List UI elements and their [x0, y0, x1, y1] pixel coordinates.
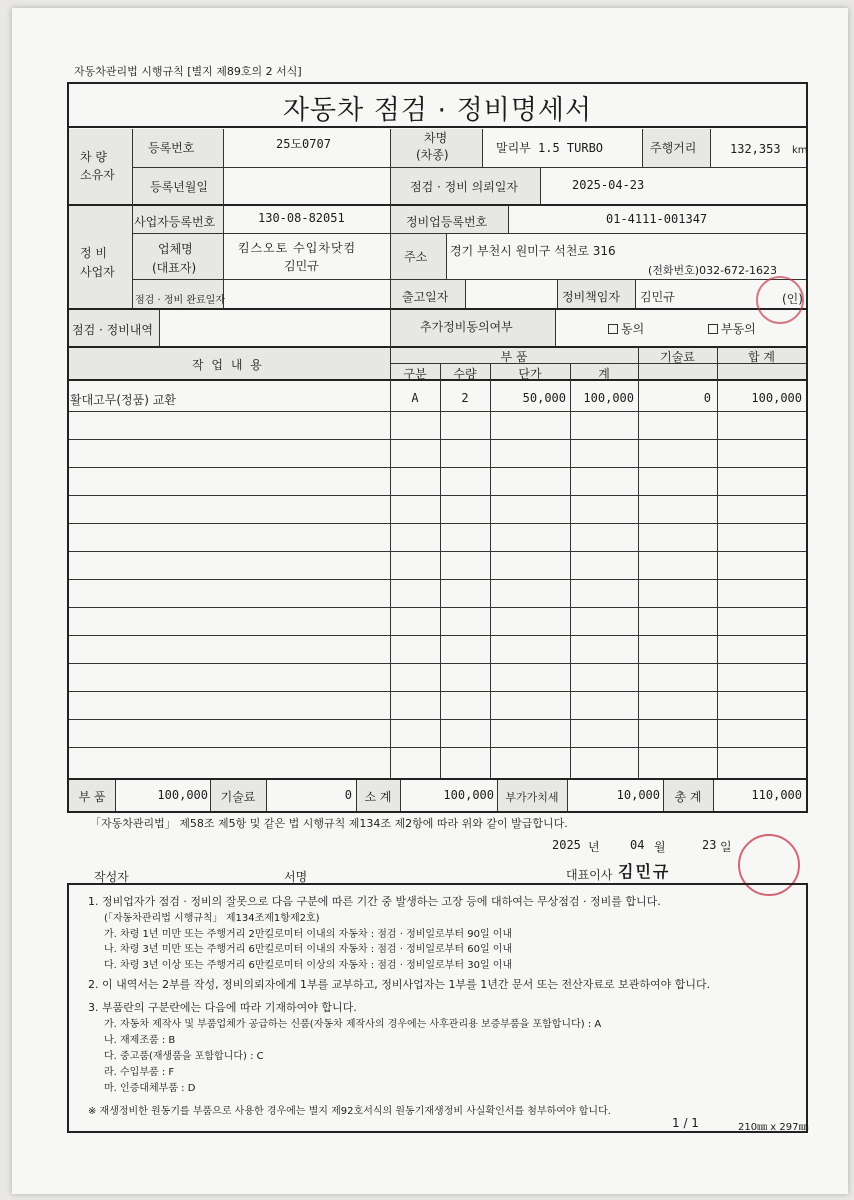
note-1a: (「자동차관리법 시행규칙」 제134조제1항제2호)	[104, 913, 320, 924]
disagree-checkbox	[708, 324, 718, 334]
note-1b: 가. 차령 1년 미만 또는 주행거리 2만킬로미터 이내의 자동차 : 점검 · 정비일로부터 90일 이내	[104, 929, 513, 940]
shop-reg-label: 정비업등록번호	[406, 215, 488, 229]
note-3b: 나. 재제조품 : B	[104, 1035, 176, 1046]
parts-group-header: 부 품	[500, 350, 528, 364]
sub-sum-header: 계	[598, 367, 610, 381]
sub-qty-header: 수량	[453, 367, 477, 381]
note-2: 2. 이 내역서는 2부를 작성, 정비의뢰자에게 1부를 교부하고, 정비사업자는 1부를 1년간 문서 또는 전산자료로 보관하여야 합니다.	[88, 978, 711, 991]
sum-parts-value: 100,000	[157, 788, 208, 802]
row1-qty: 2	[461, 391, 469, 405]
mileage-unit: km	[792, 145, 808, 156]
issue-day-label: 일	[720, 840, 732, 854]
work-col-header: 작 업 내 용	[192, 358, 264, 372]
company-label-2: (대표자)	[152, 261, 197, 275]
ceo-name: 김민규	[618, 862, 671, 881]
sum-subtotal-label: 소 계	[364, 790, 392, 804]
total-header: 합 계	[748, 350, 775, 364]
issue-statement: 「자동차관리법」 제58조 제5항 및 같은 법 시행규칙 제134조 제2항에 따라 위와 같이 발급합니다.	[90, 817, 568, 830]
issue-year-label: 년	[588, 840, 600, 854]
row1-sum: 100,000	[583, 391, 634, 405]
agree-checkbox	[608, 324, 618, 334]
bizno-value: 130-08-82051	[258, 211, 345, 225]
car-name-label-2: (차종)	[416, 148, 449, 162]
sum-vat-label: 부가가치세	[505, 791, 559, 804]
disagree-option-label: 부동의	[721, 322, 756, 336]
sum-tech-value: 0	[344, 788, 352, 802]
ceo-label: 대표이사	[566, 868, 613, 882]
regulation-reference: 자동차관리법 시행규칙 [별지 제89호의 2 서식]	[74, 65, 302, 78]
bizno-label: 사업자등록번호	[134, 215, 216, 229]
shop-section-label-1: 정 비	[80, 246, 107, 260]
sign-label: 서명	[284, 870, 308, 884]
extra-consent-label: 추가정비동의여부	[420, 320, 513, 334]
car-name-label-1: 차명	[424, 131, 448, 145]
document-page	[12, 8, 848, 1194]
row1-price: 50,000	[522, 391, 566, 405]
phone-value: (전화번호)032-672-1623	[648, 264, 778, 277]
manager-value: 김민규	[640, 290, 675, 304]
note-1c: 나. 차령 3년 미만 또는 주행거리 6만킬로미터 이내의 자동차 : 점검 · 정비일로부터 60일 이내	[104, 944, 513, 955]
sum-tech-label: 기술료	[220, 790, 256, 804]
agree-option-label: 동의	[621, 322, 645, 336]
inspection-label: 점검 · 정비내역	[72, 323, 153, 337]
shop-section-label-2: 사업자	[80, 265, 115, 279]
owner-section-label-1: 차 량	[80, 150, 107, 164]
issue-day: 23	[702, 838, 717, 852]
sum-vat-value: 10,000	[616, 788, 660, 802]
row1-tech: 0	[703, 391, 711, 405]
manager-seal-text: (인)	[782, 292, 803, 306]
request-date-label: 점검 · 정비 의뢰일자	[410, 180, 518, 194]
row1-total: 100,000	[751, 391, 802, 405]
sub-price-header: 단가	[518, 367, 542, 381]
note-3c: 다. 중고품(재생품을 포함합니다) : C	[104, 1051, 264, 1062]
row1-type: A	[411, 391, 419, 405]
done-date-label: 점검 · 정비 완료일자	[135, 295, 225, 306]
company-value: 킴스오토 수입차닷컴	[238, 241, 357, 255]
note-1d: 다. 차령 3년 이상 또는 주행거리 6만킬로미터 이상의 자동차 : 점검 · 정비일로부터 30일 이내	[104, 960, 513, 971]
shop-reg-value: 01-4111-001347	[606, 212, 708, 226]
reg-no-label: 등록번호	[148, 141, 195, 155]
reg-date-label: 등록년월일	[150, 180, 208, 194]
address-label: 주소	[404, 250, 428, 264]
manager-label: 정비책임자	[562, 290, 620, 304]
issue-month: 04	[630, 838, 645, 852]
request-date-value: 2025-04-23	[572, 178, 645, 192]
out-date-label: 출고일자	[402, 290, 449, 304]
mileage-value: 132,353	[730, 142, 781, 156]
document-title: 자동차 점검 · 정비명세서	[282, 95, 593, 126]
sum-subtotal-value: 100,000	[443, 788, 494, 802]
reg-no-value: 25도0707	[276, 137, 331, 151]
manager-seal-stamp	[756, 276, 804, 324]
page-indicator: 1 / 1	[672, 1116, 699, 1130]
issue-month-label: 월	[654, 840, 666, 854]
sub-type-header: 구분	[403, 367, 427, 381]
note-3: 3. 부품란의 구분란에는 다음에 따라 기재하여야 합니다.	[88, 1001, 357, 1014]
paper-size: 210㎜ x 297㎜	[738, 1122, 809, 1133]
writer-label: 작성자	[94, 870, 129, 884]
sum-total-label: 총 계	[674, 790, 702, 804]
disagree-option	[708, 320, 756, 337]
company-label-1: 업체명	[158, 242, 193, 256]
note-1: 1. 정비업자가 점검 · 정비의 잘못으로 다음 구분에 따른 기간 중 발생하는 고장 등에 대하여는 무상점검 · 정비를 합니다.	[88, 895, 661, 908]
note-4: ※ 재생정비한 원동기를 부품으로 사용한 경우에는 별지 제92호서식의 원동기재생정비 사실확인서를 첨부하여야 합니다.	[88, 1106, 611, 1117]
sum-parts-label: 부 품	[78, 790, 106, 804]
mileage-label: 주행거리	[650, 141, 697, 155]
note-3e: 마. 인증대체부품 : D	[104, 1083, 196, 1094]
ceo-value: 김민규	[284, 259, 319, 273]
car-name-value: 말리부 1.5 TURBO	[496, 141, 604, 155]
sum-total-value: 110,000	[751, 788, 802, 802]
note-3d: 라. 수입부품 : F	[104, 1067, 175, 1078]
note-3a: 가. 자동차 제작사 및 부품업체가 공급하는 신품(자동차 제작사의 경우에는 사후관리용 보증부품을 포함합니다) : A	[104, 1019, 602, 1030]
owner-section-label-2: 소유자	[80, 168, 115, 182]
agree-option	[608, 320, 644, 337]
issue-year: 2025	[552, 838, 581, 852]
address-value: 경기 부천시 원미구 석천로 316	[450, 244, 616, 258]
row1-work: 활대고무(정품) 교환	[70, 393, 176, 407]
tech-fee-header: 기술료	[660, 350, 695, 364]
